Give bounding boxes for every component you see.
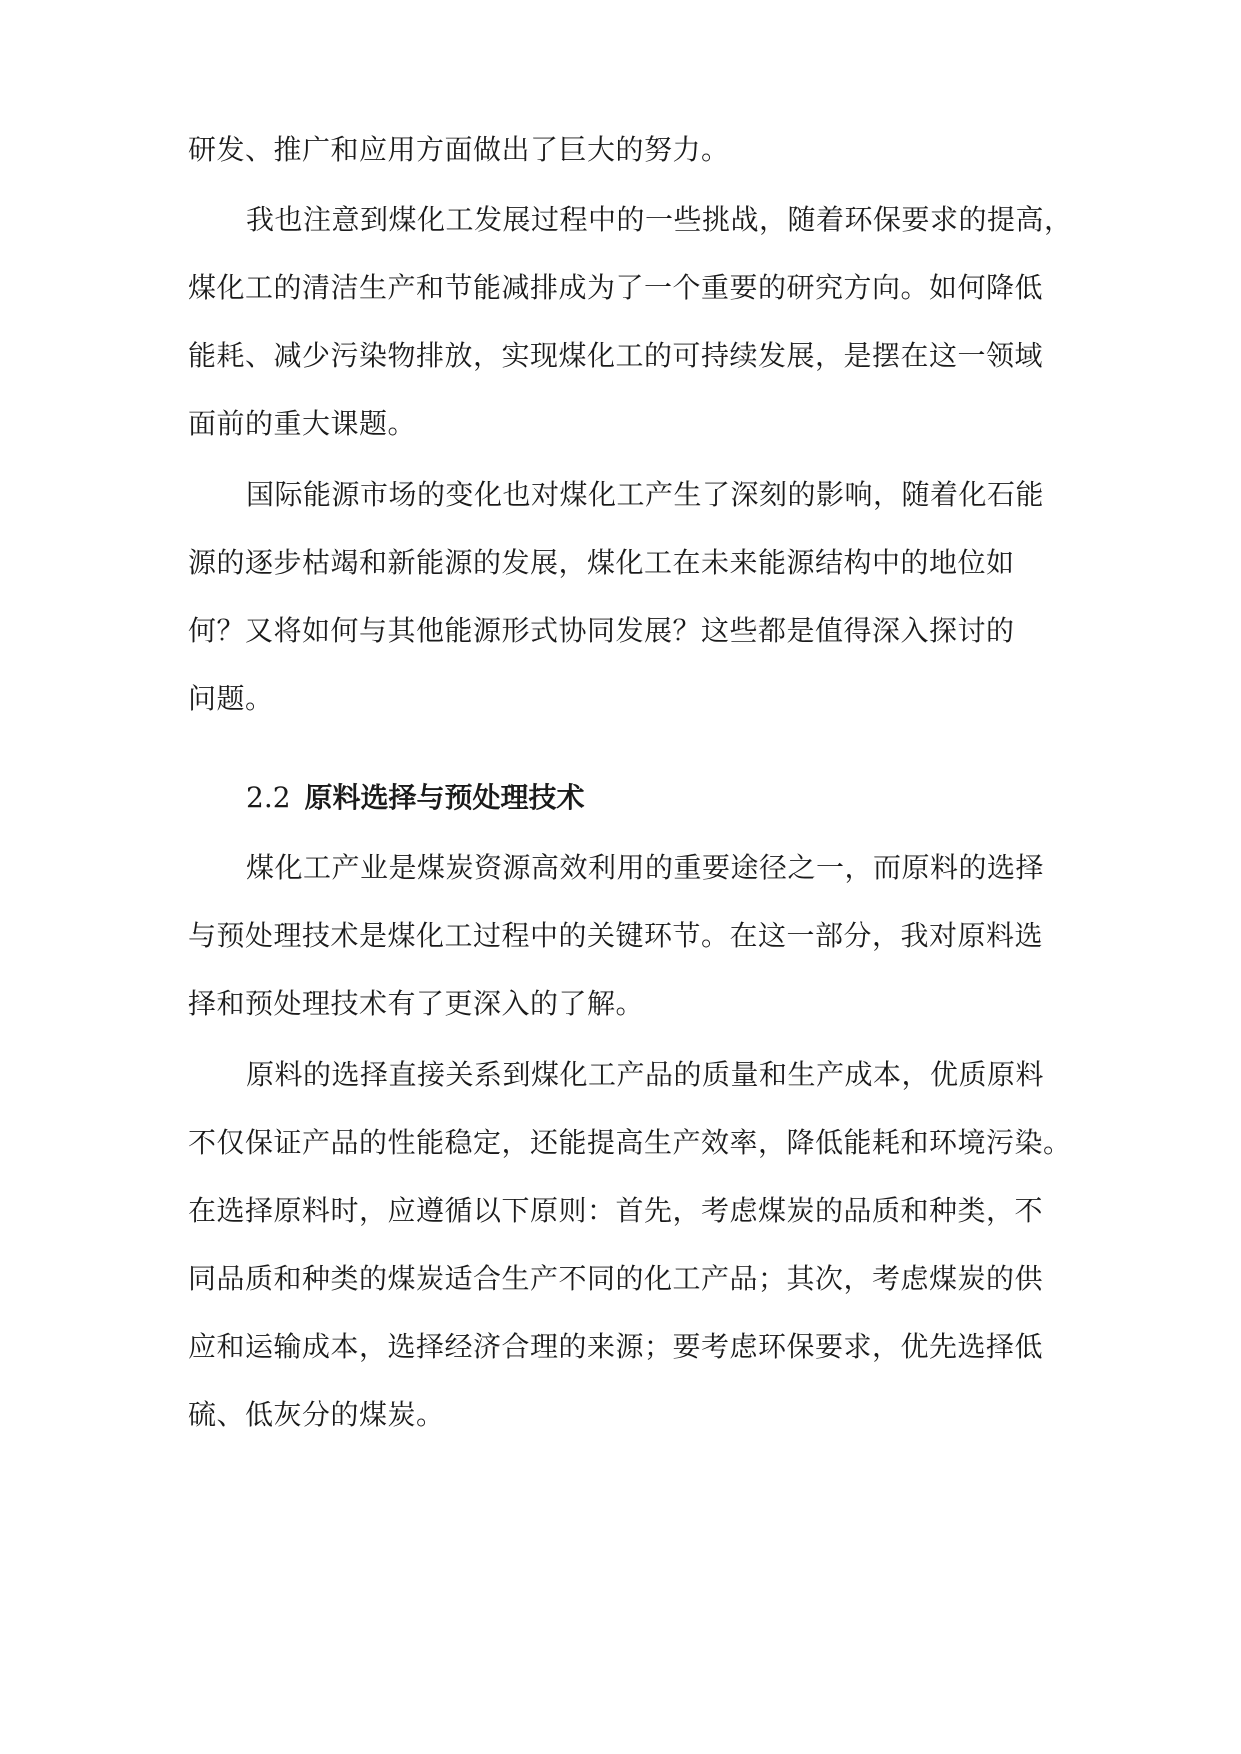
paragraph-2-line-3: 能耗、减少污染物排放，实现煤化工的可持续发展，是摆在这一领域 [188, 339, 1044, 372]
section-heading [246, 778, 585, 818]
section-number: 2.2 [246, 781, 291, 814]
paragraph-2-line-1: 我也注意到煤化工发展过程中的一些挑战，随着环保要求的提高， [246, 203, 1073, 236]
paragraph-3-line-1: 国际能源市场的变化也对煤化工产生了深刻的影响，随着化石能 [246, 478, 1045, 511]
paragraph-3-line-4: 问题。 [188, 682, 274, 715]
paragraph-3-line-3: 何？又将如何与其他能源形式协同发展？这些都是值得深入探讨的 [188, 614, 1015, 647]
paragraph-2-line-4: 面前的重大课题。 [188, 407, 417, 440]
paragraph-1-line-1: 研发、推广和应用方面做出了巨大的努力。 [188, 133, 730, 166]
paragraph-2-line-2: 煤化工的清洁生产和节能减排成为了一个重要的研究方向。如何降低 [188, 271, 1044, 304]
paragraph-5-line-2: 不仅保证产品的性能稳定，还能提高生产效率，降低能耗和环境污染。 [188, 1126, 1072, 1159]
paragraph-5-line-5: 应和运输成本，选择经济合理的来源；要考虑环保要求，优先选择低 [188, 1330, 1044, 1363]
paragraph-5-line-3: 在选择原料时，应遵循以下原则：首先，考虑煤炭的品质和种类，不 [188, 1194, 1044, 1227]
paragraph-5-line-4: 同品质和种类的煤炭适合生产不同的化工产品；其次，考虑煤炭的供 [188, 1262, 1044, 1295]
paragraph-4-line-1: 煤化工产业是煤炭资源高效利用的重要途径之一，而原料的选择 [246, 851, 1045, 884]
paragraph-4-line-3: 择和预处理技术有了更深入的了解。 [188, 987, 645, 1020]
paragraph-4-line-2: 与预处理技术是煤化工过程中的关键环节。在这一部分，我对原料选 [188, 919, 1044, 952]
paragraph-3-line-2: 源的逐步枯竭和新能源的发展，煤化工在未来能源结构中的地位如 [188, 546, 1015, 579]
paragraph-5-line-6: 硫、低灰分的煤炭。 [188, 1398, 445, 1431]
paragraph-5-line-1: 原料的选择直接关系到煤化工产品的质量和生产成本，优质原料 [246, 1058, 1045, 1091]
section-title: 原料选择与预处理技术 [304, 781, 585, 814]
